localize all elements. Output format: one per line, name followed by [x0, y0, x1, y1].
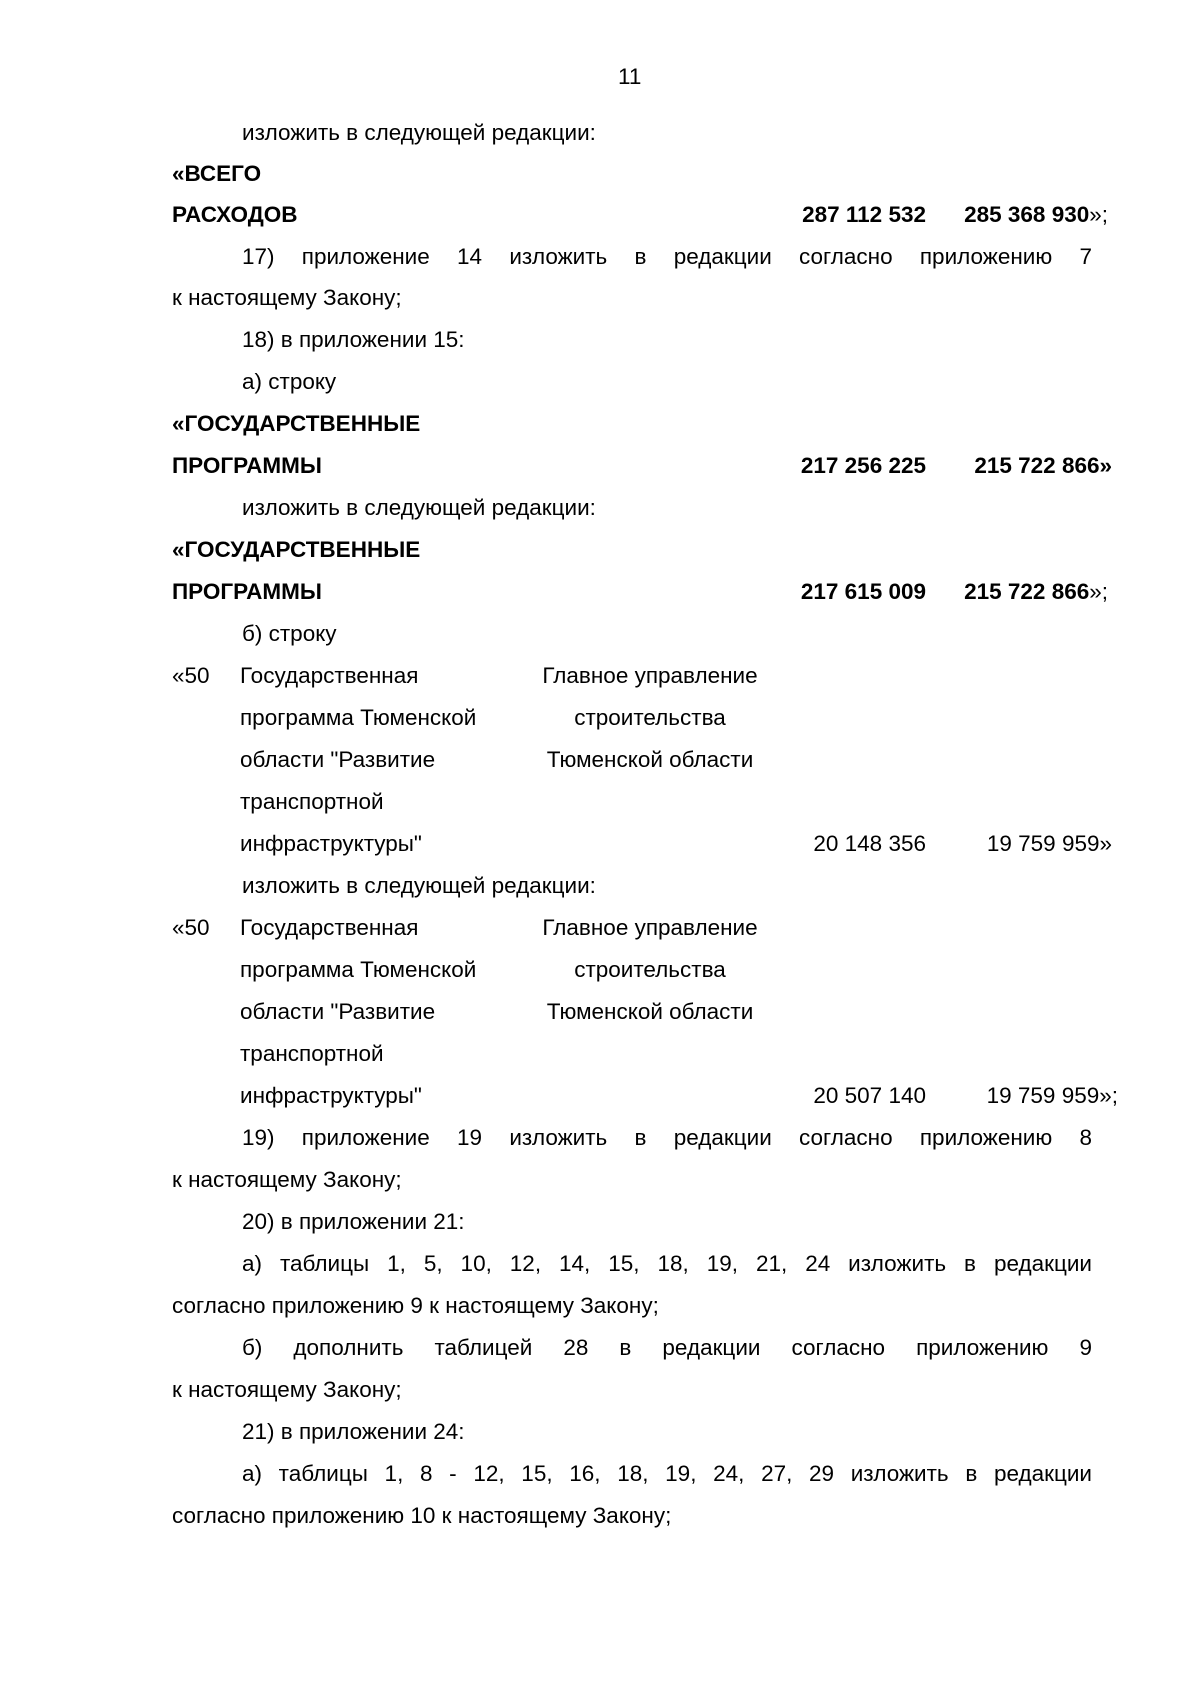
old-program-name-line: области "Развитие — [240, 747, 436, 772]
row-label-line2: РАСХОДОВ — [172, 202, 298, 227]
new-row-value-2-suffix: »; — [1089, 579, 1108, 604]
item17-line1: 17) приложение 14 изложить в редакции согласно приложению 7 — [242, 244, 1092, 269]
item18-intro-2: изложить в следующей редакции: — [242, 873, 596, 898]
old-row-label-line1: «ГОСУДАРСТВЕННЫЕ — [172, 411, 421, 436]
item19-line1: 19) приложение 19 изложить в редакции согласно приложению 8 — [242, 1125, 1092, 1150]
old-program-value-1: 20 148 356 — [813, 831, 926, 856]
item21-heading: 21) в приложении 24: — [242, 1419, 465, 1444]
new-row-label-line1: «ГОСУДАРСТВЕННЫЕ — [172, 537, 421, 562]
old-program-value-2: 19 759 959» — [986, 831, 1112, 856]
item21-a-line2: согласно приложению 10 к настоящему Закону; — [172, 1503, 672, 1528]
new-row-value-2 — [964, 571, 1108, 613]
old-program-code: «50 — [172, 663, 210, 688]
item21-a-line1: а) таблицы 1, 8 - 12, 15, 16, 18, 19, 24, 27, 29 изложить в редакции — [242, 1461, 1092, 1486]
old-program-name-line: инфраструктуры" — [240, 831, 422, 856]
item19-line2: к настоящему Закону; — [172, 1167, 402, 1192]
row-value-2-suffix: »; — [1089, 202, 1108, 227]
old-row-value-1: 217 256 225 — [800, 453, 926, 478]
new-row-value-2-number: 215 722 866 — [964, 579, 1090, 604]
old-program-name-line: Государственная — [240, 663, 419, 688]
item18-b-label: б) строку — [242, 621, 337, 646]
new-program-code: «50 — [172, 915, 210, 940]
old-row-value-2: 215 722 866» — [974, 453, 1112, 478]
old-row-label-line2: ПРОГРАММЫ — [172, 453, 322, 478]
new-program-name-line: транспортной — [240, 1041, 384, 1066]
old-program-name-line: программа Тюменской — [240, 705, 477, 730]
new-row-value-1: 217 615 009 — [800, 579, 926, 604]
new-program-agency-line: строительства — [574, 957, 726, 982]
row-value-2 — [964, 194, 1108, 236]
new-program-name-line: инфраструктуры" — [240, 1083, 422, 1108]
item20-a-line1: а) таблицы 1, 5, 10, 12, 14, 15, 18, 19, 21, 24 изложить в редакции — [242, 1251, 1092, 1276]
new-program-agency-line: Главное управление — [542, 915, 758, 940]
item18-intro: изложить в следующей редакции: — [242, 495, 596, 520]
new-program-name-line: программа Тюменской — [240, 957, 477, 982]
item17-line2: к настоящему Закону; — [172, 285, 402, 310]
row-label-line1: «ВСЕГО — [172, 161, 262, 186]
new-program-value-1: 20 507 140 — [813, 1083, 926, 1108]
old-program-agency-line: строительства — [574, 705, 726, 730]
new-row-label-line2: ПРОГРАММЫ — [172, 579, 322, 604]
item20-heading: 20) в приложении 21: — [242, 1209, 465, 1234]
new-program-name-line: области "Развитие — [240, 999, 436, 1024]
item20-b-line1: б) дополнить таблицей 28 в редакции согласно приложению 9 — [242, 1335, 1092, 1360]
old-program-name-line: транспортной — [240, 789, 384, 814]
old-program-agency-line: Главное управление — [542, 663, 758, 688]
page-number: 11 — [618, 64, 642, 89]
new-program-name-line: Государственная — [240, 915, 419, 940]
item18-heading: 18) в приложении 15: — [242, 327, 465, 352]
item20-b-line2: к настоящему Закону; — [172, 1377, 402, 1402]
item18-a-label: а) строку — [242, 369, 337, 394]
row-value-2-number: 285 368 930 — [964, 202, 1090, 227]
item20-a-line2: согласно приложению 9 к настоящему Закону; — [172, 1293, 659, 1318]
new-program-agency-line: Тюменской области — [546, 999, 754, 1024]
row-value-1: 287 112 532 — [802, 202, 926, 227]
old-program-agency-line: Тюменской области — [546, 747, 754, 772]
new-program-value-2: 19 759 959»; — [986, 1083, 1118, 1108]
intro-text: изложить в следующей редакции: — [242, 120, 596, 145]
